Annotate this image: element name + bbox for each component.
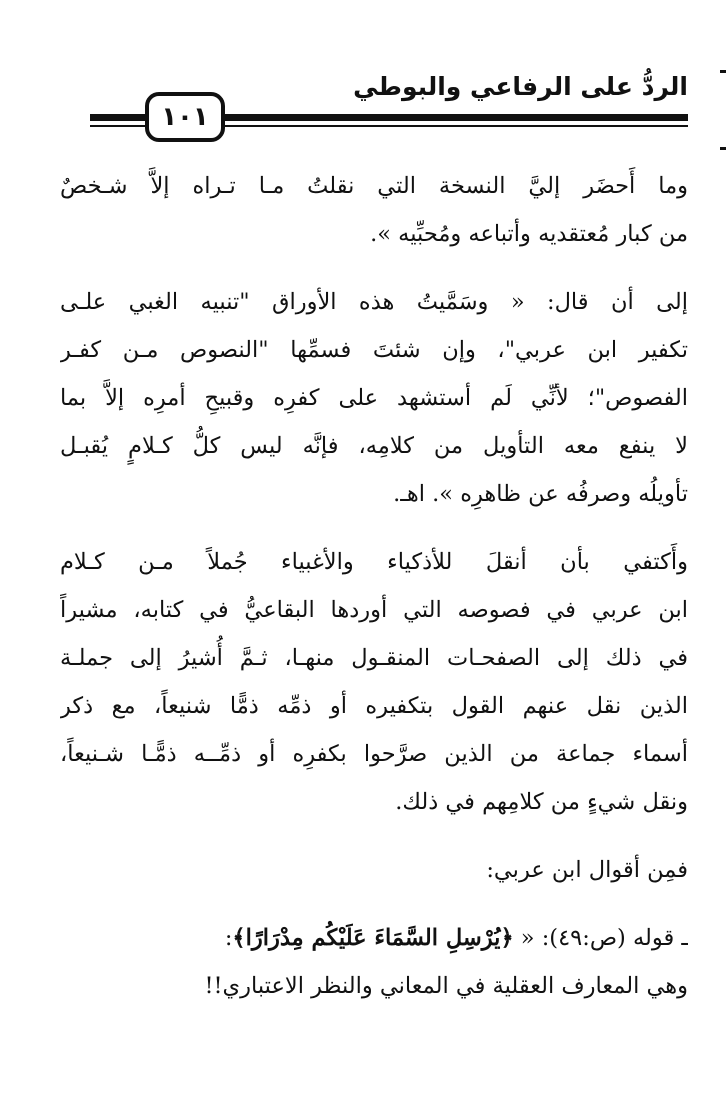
text-line: أسماء جماعة من الذين صرَّحوا بكفرِه أو ذمِّــه ذمًّـا شـنيعاً، — [60, 741, 688, 767]
text-line: من كبار مُعتقديه وأتباعه ومُحبِّيه ». — [370, 221, 688, 247]
text-line: تكفير ابن عربي"، وإن شئتَ فسمِّها "النصوص مـن كفـر — [60, 337, 688, 363]
text-line: إلى أن قال: « وسَمَّيتُ هذه الأوراق "تنبيه الغبي علـى — [60, 289, 688, 315]
running-title: الردُّ على الرفاعي والبوطي — [353, 72, 688, 101]
text-line: تأويلُه وصرفُه عن ظاهرِه ». اهـ. — [393, 481, 688, 507]
text-line: ابن عربي في فصوصه التي أوردها البقاعيُّ في كتابه، مشيراً — [60, 597, 688, 623]
paragraph-4 — [60, 846, 688, 894]
text-line: فمِن أقوال ابن عربي: — [486, 857, 688, 883]
text-line: في ذلك إلى الصفحـات المنقـول منهـا، ثـمَّ أُشيرُ إلى جملـة — [60, 645, 688, 671]
quote-intro: ـ قوله (ص:٤٩): « — [513, 925, 688, 951]
quote-colon: : — [224, 925, 233, 951]
page-number-box — [145, 92, 225, 142]
text-line: وهي المعارف العقلية في المعاني والنظر الاعتباري!! — [204, 973, 688, 999]
body-text — [60, 162, 688, 1010]
text-line: ونقل شيءٍ من كلامِهم في ذلك. — [395, 789, 688, 815]
text-line-with-quran — [60, 914, 688, 962]
quran-verse: ﴿يُرْسِلِ السَّمَاءَ عَلَيْكُم مِدْرَارًا﴾ — [232, 925, 514, 951]
text-line: وما أَحضَر إليَّ النسخة التي نقلتُ مـا تـراه إلاَّ شـخصٌ — [60, 173, 688, 199]
page-number: ١٠١ — [161, 102, 209, 132]
text-line: الذين نقل عنهم القول بتكفيره أو ذمِّه ذمًّا شنيعاً، مع ذكر — [60, 693, 688, 719]
text-line: وأَكتفي بأن أنقلَ للأذكياء والأغبياء جُملاً مـن كـلام — [60, 549, 688, 575]
text-line: لا ينفع معه التأويل من كلامِه، فإنَّه ليس كلُّ كـلامٍ يُقبـل — [60, 433, 688, 459]
text-line: الفصوص"؛ لأنِّي لَم أستشهد على كفرِه وقبيحِ أمرِه إلاَّ بما — [60, 385, 688, 411]
paragraph-5 — [60, 914, 688, 1010]
paragraph-1 — [60, 162, 688, 258]
paragraph-3 — [60, 538, 688, 826]
paragraph-2 — [60, 278, 688, 518]
edge-mark-top — [720, 70, 726, 73]
edge-mark-bottom — [720, 147, 726, 150]
